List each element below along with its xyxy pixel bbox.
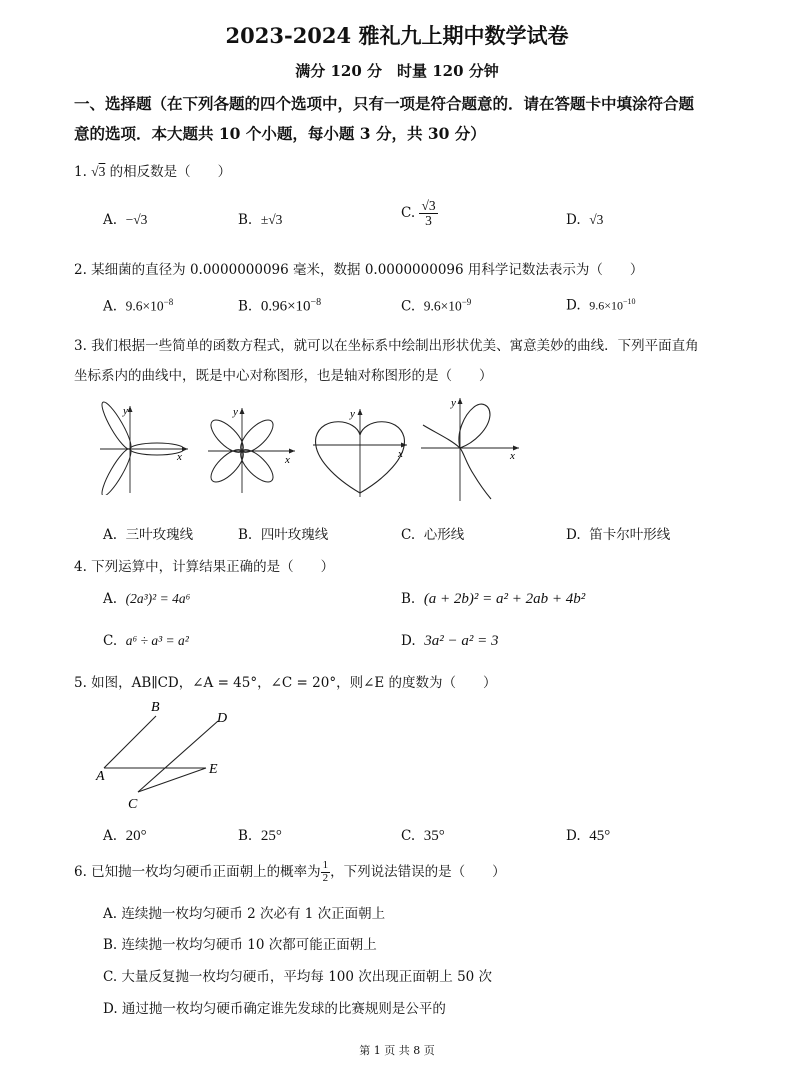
q4-stem: 4. 下列运算中，计算结果正确的是（ ） xyxy=(74,559,335,575)
q3-option-d: D. 笛卡尔叶形线 xyxy=(566,527,671,543)
point-b-label: B xyxy=(151,700,160,715)
page-subtitle: 满分 120 分 时量 120 分钟 xyxy=(295,62,499,80)
q1-option-b-text: ±√3 xyxy=(260,212,283,227)
q2-option-d: D. $9.6\times 10^{-10}$ xyxy=(566,297,636,314)
q3-figure-four-leaf-rose xyxy=(205,403,300,495)
section-heading-line1: 一、选择题（在下列各题的四个选项中，只有一项是符合题意的．请在答题卡中填涂符合题 xyxy=(74,94,695,113)
q5-option-b: B. 25° xyxy=(238,828,282,844)
svg-text:y: y xyxy=(233,406,238,418)
q3-figure-three-leaf-rose xyxy=(95,400,195,495)
q1-option-d-text: √3 xyxy=(589,212,604,227)
point-c-label: C xyxy=(128,797,138,812)
q2-option-c: C. $9.6\times 10^{-9}$ xyxy=(401,297,472,315)
q6-option-b: B. 连续抛一枚均匀硬币 10 次都可能正面朝上 xyxy=(103,937,377,953)
segment-ce xyxy=(138,768,206,792)
q3-figure-folium-of-descartes xyxy=(418,393,523,503)
q1-stem-prefix: 1. xyxy=(74,164,92,180)
q4-option-a: A. (2a³)² = 4a⁶ xyxy=(103,591,191,607)
point-a-label: A xyxy=(96,769,105,784)
page-title: 2023-2024 雅礼九上期中数学试卷 xyxy=(225,23,569,48)
q1-option-c: C. $\frac{√3}{3}$ xyxy=(401,198,436,229)
page-number: 第 1 页 共 8 页 xyxy=(359,1044,435,1057)
point-d-label: D xyxy=(217,711,228,726)
svg-text:y: y xyxy=(451,397,456,409)
q4-option-d: D. 3a² − a² = 3 xyxy=(401,633,499,649)
q4-option-c: C. a⁶ ÷ a³ = a² xyxy=(103,633,189,649)
q3-option-a: A. 三叶玫瑰线 xyxy=(103,527,194,543)
q1-option-a: A. −√3 xyxy=(103,212,148,228)
q3-option-b: B. 四叶玫瑰线 xyxy=(238,527,329,543)
q3-stem-line2: 坐标系内的曲线中，既是中心对称图形，也是轴对称图形的是（ ） xyxy=(74,368,493,384)
svg-text:x: x xyxy=(398,448,403,460)
q5-option-d: D. 45° xyxy=(566,828,611,844)
q5-stem: 5. 如图，AB∥CD，∠A = 45°，∠C = 20°，则∠E 的度数为（ ） xyxy=(74,675,497,691)
q2-option-a: A. $9.6\times 10^{-8}$ xyxy=(103,297,174,315)
q6-stem: 6. 已知抛一枚均匀硬币正面朝上的概率为 $\frac{1}{2}$ ，下列说法错误的是（ ） xyxy=(74,859,506,884)
q1-stem: 1. √3 的相反数是（ ） xyxy=(74,164,232,180)
q1-option-a-text: −√3 xyxy=(125,212,148,227)
svg-text:x: x xyxy=(285,454,290,466)
q3-figure-heart-curve xyxy=(310,405,410,500)
q1-option-d: D. √3 xyxy=(566,212,604,228)
segment-ab xyxy=(104,716,156,768)
q2-stem: 2. 某细菌的直径为 0.0000000096 毫米，数据 0.0000000096 用科学记数法表示为（ ） xyxy=(74,262,644,278)
q2-option-b: B. $0.96\times 10^{-8}$ xyxy=(238,297,322,315)
q1-option-b: B. ±√3 xyxy=(238,212,283,228)
point-e-label: E xyxy=(209,762,218,777)
q3-option-c: C. 心形线 xyxy=(401,527,465,543)
segment-cd xyxy=(138,721,218,792)
q1-stem-radicand: 3 xyxy=(98,164,106,179)
q6-option-a: A. 连续抛一枚均匀硬币 2 次必有 1 次正面朝上 xyxy=(103,906,386,922)
svg-text:x: x xyxy=(510,450,515,462)
q5-geometry-figure xyxy=(90,694,240,814)
q1-option-c-fraction: $\frac{√3}{3}$ xyxy=(421,198,436,229)
q6-option-d: D. 通过抛一枚均匀硬币确定谁先发球的比赛规则是公平的 xyxy=(103,1001,446,1017)
q5-option-c: C. 35° xyxy=(401,828,445,844)
q6-stem-fraction: $\frac{1}{2}$ xyxy=(322,859,329,884)
q3-stem-line1: 3. 我们根据一些简单的函数方程式，就可以在坐标系中绘制出形状优美、寓意美妙的曲线．下列平面直角 xyxy=(74,338,699,354)
svg-text:y: y xyxy=(123,405,128,417)
svg-text:y: y xyxy=(350,408,355,420)
q1-stem-suffix: 的相反数是（ ） xyxy=(105,164,232,180)
q5-option-a: A. 20° xyxy=(103,828,147,844)
svg-text:x: x xyxy=(177,451,182,463)
q4-option-b: B. (a + 2b)² = a² + 2ab + 4b² xyxy=(401,591,586,607)
q6-option-c: C. 大量反复抛一枚均匀硬币，平均每 100 次出现正面朝上 50 次 xyxy=(103,969,493,985)
section-heading-line2: 意的选项．本大题共 10 个小题，每小题 3 分，共 30 分） xyxy=(74,124,486,143)
